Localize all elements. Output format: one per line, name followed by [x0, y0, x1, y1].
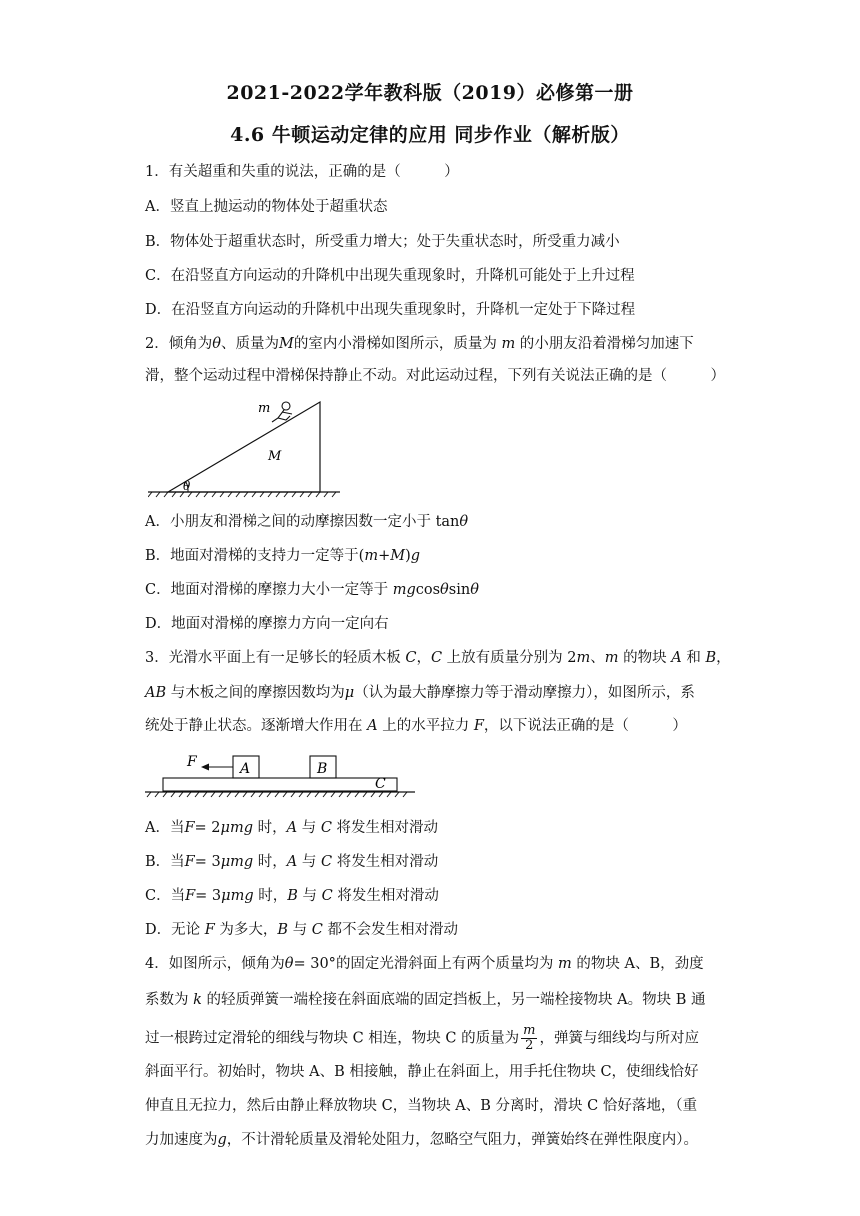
- label-theta: θ: [183, 479, 191, 493]
- label-C: C: [375, 776, 386, 792]
- board-figure: [145, 748, 415, 800]
- q1-option-d: D．在沿竖直方向运动的升降机中出现失重现象时，升降机一定处于下降过程: [145, 302, 636, 318]
- q3-option-a: A．当F= 2μmg 时，A 与 C 将发生相对滑动: [145, 820, 439, 836]
- q3-option-b: B．当F= 3μmg 时，A 与 C 将发生相对滑动: [145, 854, 439, 870]
- q4-line-5: 伸直且无拉力，然后由静止释放物块 C，当物块 A、B 分离时，滑块 C 恰好落地，（重: [145, 1098, 698, 1114]
- title-line-2: 4.6 牛顿运动定律的应用 同步作业（解析版）: [230, 124, 630, 146]
- title-line-1: 2021-2022学年教科版（2019）必修第一册: [226, 82, 634, 104]
- child-figure: [272, 402, 292, 422]
- q3-option-d: D．无论 F 为多大，B 与 C 都不会发生相对滑动: [145, 922, 459, 938]
- q3-stem-line-2: AB 与木板之间的摩擦因数均为μ（认为最大静摩擦力等于滑动摩擦力），如图所示，系: [145, 685, 695, 701]
- mass-fraction: $\frac{m}{2}$: [523, 1023, 536, 1053]
- q4-line-1: 4．如图所示，倾角为θ= 30°的固定光滑斜面上有两个质量均为 m 的物块 A、B，劲度: [145, 956, 704, 972]
- q4-line-3: 过一根跨过定滑轮的细线与物块 C 相连，物块 C 的质量为 $\frac{m}{2}$ ，弹簧与细线均与所对应: [145, 1023, 699, 1053]
- q2-option-d: D．地面对滑梯的摩擦力方向一定向右: [145, 616, 389, 632]
- q4-line-6: 力加速度为g，不计滑轮质量及滑轮处阻力，忽略空气阻力，弹簧始终在弹性限度内）。: [145, 1132, 699, 1148]
- q4-line-2: 系数为 k 的轻质弹簧一端栓接在斜面底端的固定挡板上，另一端栓接物块 A。物块 B 通: [145, 992, 706, 1008]
- q1-stem: 1．有关超重和失重的说法，正确的是（ ）: [145, 164, 459, 180]
- q2-stem-line-1: 2．倾角为θ、质量为M的室内小滑梯如图所示，质量为 m 的小朋友沿着滑梯匀加速下: [145, 336, 694, 352]
- q1-option-c: C．在沿竖直方向运动的升降机中出现失重现象时，升降机可能处于上升过程: [145, 268, 635, 284]
- q3-stem-line-1: 3．光滑水平面上有一足够长的轻质木板 C，C 上放有质量分别为 2m、m 的物块 A 和 B，: [145, 650, 731, 666]
- slide-wedge: [168, 402, 320, 492]
- q2-option-a: A．小朋友和滑梯之间的动摩擦因数一定小于 tanθ: [145, 514, 469, 530]
- q2-option-c: C．地面对滑梯的摩擦力大小一定等于 mgcosθsinθ: [145, 582, 479, 598]
- q1-option-b: B．物体处于超重状态时，所受重力增大；处于失重状态时，所受重力减小: [145, 234, 620, 250]
- label-F: F: [187, 754, 197, 770]
- q1-option-a: A．竖直上抛运动的物体处于超重状态: [145, 199, 388, 215]
- q2-option-b: B．地面对滑梯的支持力一定等于(m+M)g: [145, 548, 421, 564]
- label-M: M: [268, 449, 282, 464]
- slide-figure: [148, 394, 348, 498]
- label-B: B: [317, 761, 328, 777]
- q3-stem-line-3: 统处于静止状态。逐渐增大作用在 A 上的水平拉力 F，以下说法正确的是（ ）: [145, 718, 687, 734]
- q4-line-4: 斜面平行。初始时，物块 A、B 相接触，静止在斜面上，用手托住物块 C，使细线恰好: [145, 1064, 699, 1080]
- label-A: A: [240, 761, 251, 777]
- q2-stem-line-2: 滑，整个运动过程中滑梯保持静止不动。对此运动过程，下列有关说法正确的是（ ）: [145, 368, 725, 384]
- label-m: m: [258, 401, 271, 416]
- board-c: [163, 778, 397, 791]
- q3-option-c: C．当F= 3μmg 时，B 与 C 将发生相对滑动: [145, 888, 439, 904]
